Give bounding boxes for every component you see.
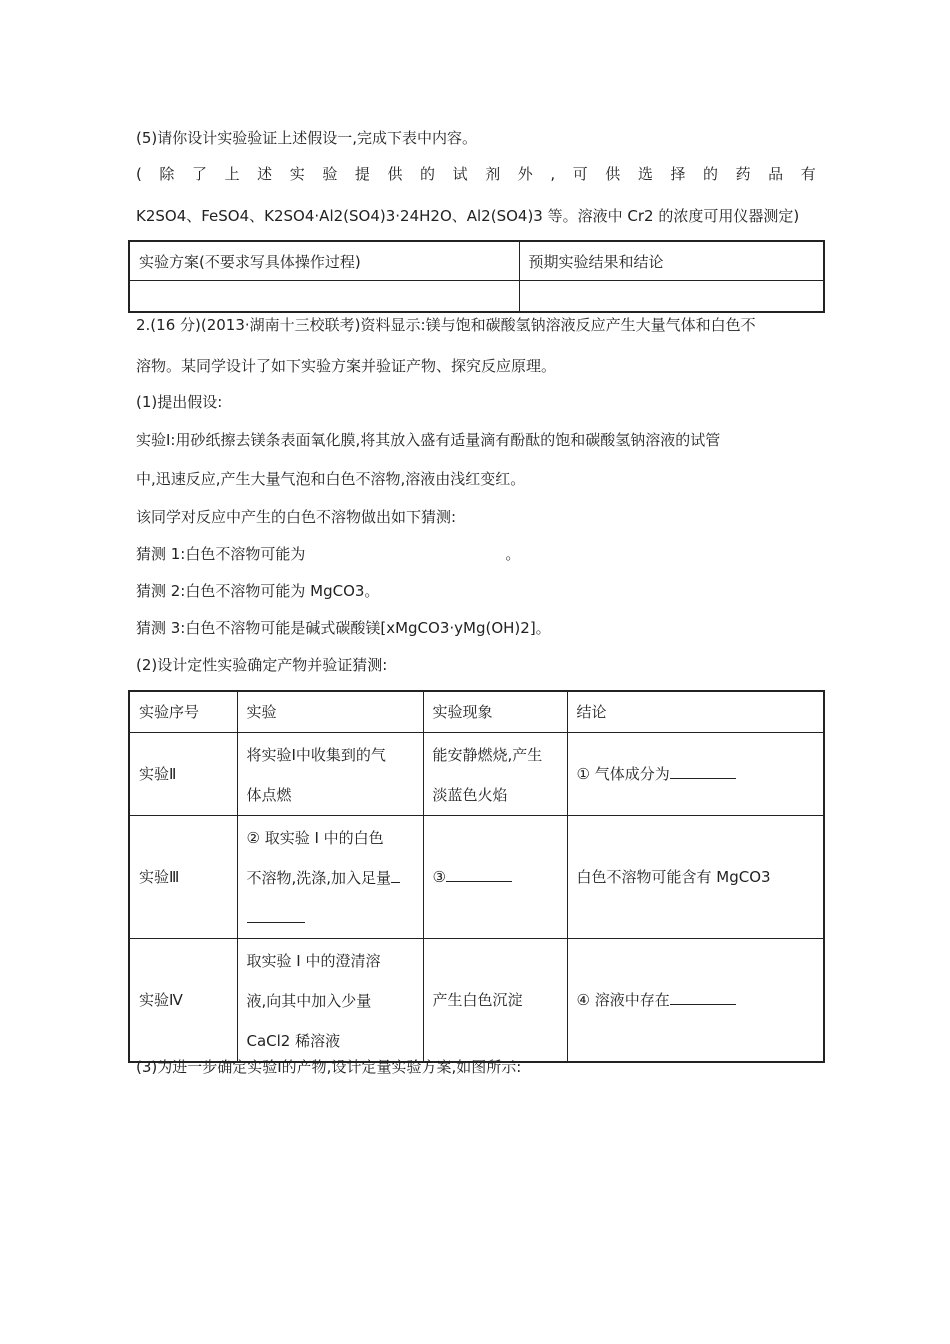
- exp-4-id: 实验Ⅳ: [129, 939, 237, 1063]
- exp-2-conclusion: [567, 733, 824, 816]
- guess-2: 猜测 2:白色不溶物可能为 MgCO3。: [136, 582, 380, 600]
- reagent-note-char: 上: [224, 165, 240, 183]
- reagent-list-line: K2SO4、FeSO4、K2SO4·Al2(SO4)3·24H2O、Al2(SO4)3 等。溶液中 Cr2 的浓度可用仪器测定): [136, 207, 800, 225]
- exp-3-id: 实验Ⅲ: [129, 816, 237, 939]
- reagent-note-char: 的: [703, 165, 719, 183]
- header-exp: 实验: [237, 691, 423, 733]
- reagent-note-char: 除: [159, 165, 175, 183]
- exp-3-procedure-line-2: [247, 858, 414, 898]
- exp-4-conclusion: [567, 939, 824, 1063]
- reagent-note-char: 有: [800, 165, 816, 183]
- part-2-heading: (2)设计定性实验确定产物并验证猜测:: [136, 656, 388, 674]
- answer-blank-4[interactable]: [670, 989, 736, 1005]
- reagent-note-line: [136, 164, 816, 184]
- guess-1-end: 。: [505, 545, 521, 563]
- exp-4-conclusion-text: ④ 溶液中存在: [576, 991, 670, 1009]
- exp-3-procedure-line-3: [247, 898, 414, 938]
- exp-2-procedure-line-1: 将实验Ⅰ中收集到的气: [246, 746, 386, 764]
- reagent-note-char: (: [136, 165, 142, 183]
- part-1-heading: (1)提出假设:: [136, 393, 223, 411]
- reagent-note-char: 可: [572, 165, 588, 183]
- header-exp-id: 实验序号: [129, 691, 237, 733]
- exp-2-observation-line-1: 能安静燃烧,产生: [432, 746, 543, 764]
- question-2-line-1: 2.(16 分)(2013·湖南十三校联考)资料显示:镁与饱和碳酸氢钠溶液反应产生大量气体和白色不: [136, 316, 756, 334]
- header-conclusion: 结论: [567, 691, 824, 733]
- reagent-note-char: 的: [420, 165, 436, 183]
- guess-intro: 该同学对反应中产生的白色不溶物做出如下猜测:: [136, 508, 457, 526]
- exp-4-procedure-line-1: 取实验 Ⅰ 中的澄清溶: [246, 952, 381, 970]
- exp-2-id: 实验Ⅱ: [129, 733, 237, 816]
- exp-2-conclusion-text: ① 气体成分为: [576, 765, 670, 783]
- exp-3-procedure-line-1: ② 取实验 Ⅰ 中的白色: [246, 829, 384, 847]
- exp-3-observation: [423, 816, 567, 939]
- question-2-line-2: 溶物。某同学设计了如下实验方案并验证产物、探究反应原理。: [136, 357, 557, 375]
- reagent-note-char: 实: [289, 165, 305, 183]
- reagent-note-char: 外: [517, 165, 533, 183]
- exp-2-procedure-line-2: 体点燃: [246, 786, 292, 804]
- experiment-1-line-2: 中,迅速反应,产生大量气泡和白色不溶物,溶液由浅红变红。: [136, 470, 526, 488]
- reagent-note-char: 验: [322, 165, 338, 183]
- reagent-note-char: 品: [768, 165, 784, 183]
- question-5-line: (5)请你设计实验验证上述假设一,完成下表中内容。: [136, 129, 478, 147]
- reagent-note-char: 试: [452, 165, 468, 183]
- exp-4-procedure: [237, 939, 423, 1063]
- header-observation: 实验现象: [423, 691, 567, 733]
- reagent-note-char: 选: [637, 165, 653, 183]
- exp-2-procedure: [237, 733, 423, 816]
- part-3-heading: (3)为进一步确定实验Ⅰ的产物,设计定量实验方案,如图所示:: [136, 1058, 522, 1076]
- plan-answer-cell[interactable]: [129, 281, 519, 313]
- qualitative-experiment-table: [128, 690, 825, 1063]
- answer-blank-1[interactable]: [670, 763, 736, 779]
- reagent-note-char: 供: [387, 165, 403, 183]
- reagent-note-char: 提: [354, 165, 370, 183]
- plan-header: 实验方案(不要求写具体操作过程): [129, 241, 519, 281]
- exp-4-procedure-line-2: 液,向其中加入少量: [246, 992, 372, 1010]
- reagent-note-char: 了: [192, 165, 208, 183]
- answer-blank-2a[interactable]: [391, 867, 400, 883]
- exp-3-procedure-line-2-text: 不溶物,洗涤,加入足量: [246, 869, 392, 887]
- exp-3-procedure: [237, 816, 423, 939]
- guess-3: 猜测 3:白色不溶物可能是碱式碳酸镁[xMgCO3·yMg(OH)2]。: [136, 619, 551, 637]
- exp-2-observation: [423, 733, 567, 816]
- answer-blank-3[interactable]: [446, 866, 512, 882]
- exp-4-observation: 产生白色沉淀: [423, 939, 567, 1063]
- reagent-note-char: 剂: [485, 165, 501, 183]
- reagent-note-char: 择: [670, 165, 686, 183]
- experiment-1-line-1: 实验Ⅰ:用砂纸擦去镁条表面氧化膜,将其放入盛有适量滴有酚酞的饱和碳酸氢钠溶液的试管: [136, 431, 721, 449]
- exp-3-conclusion: 白色不溶物可能含有 MgCO3: [567, 816, 824, 939]
- exp-2-observation-line-2: 淡蓝色火焰: [432, 786, 508, 804]
- guess-1: [136, 544, 520, 564]
- answer-blank-2b[interactable]: [247, 907, 305, 923]
- reagent-note-char: ,: [550, 165, 556, 183]
- reagent-note-char: 药: [735, 165, 751, 183]
- reagent-note-char: 供: [605, 165, 621, 183]
- reagent-note-char: 述: [257, 165, 273, 183]
- guess-1-text: 猜测 1:白色不溶物可能为: [136, 545, 306, 563]
- result-header: 预期实验结果和结论: [519, 241, 824, 281]
- design-table: [128, 240, 825, 313]
- exp-4-procedure-line-3: CaCl2 稀溶液: [246, 1032, 341, 1050]
- result-answer-cell[interactable]: [519, 281, 824, 313]
- exp-3-observation-text: ③: [432, 868, 446, 886]
